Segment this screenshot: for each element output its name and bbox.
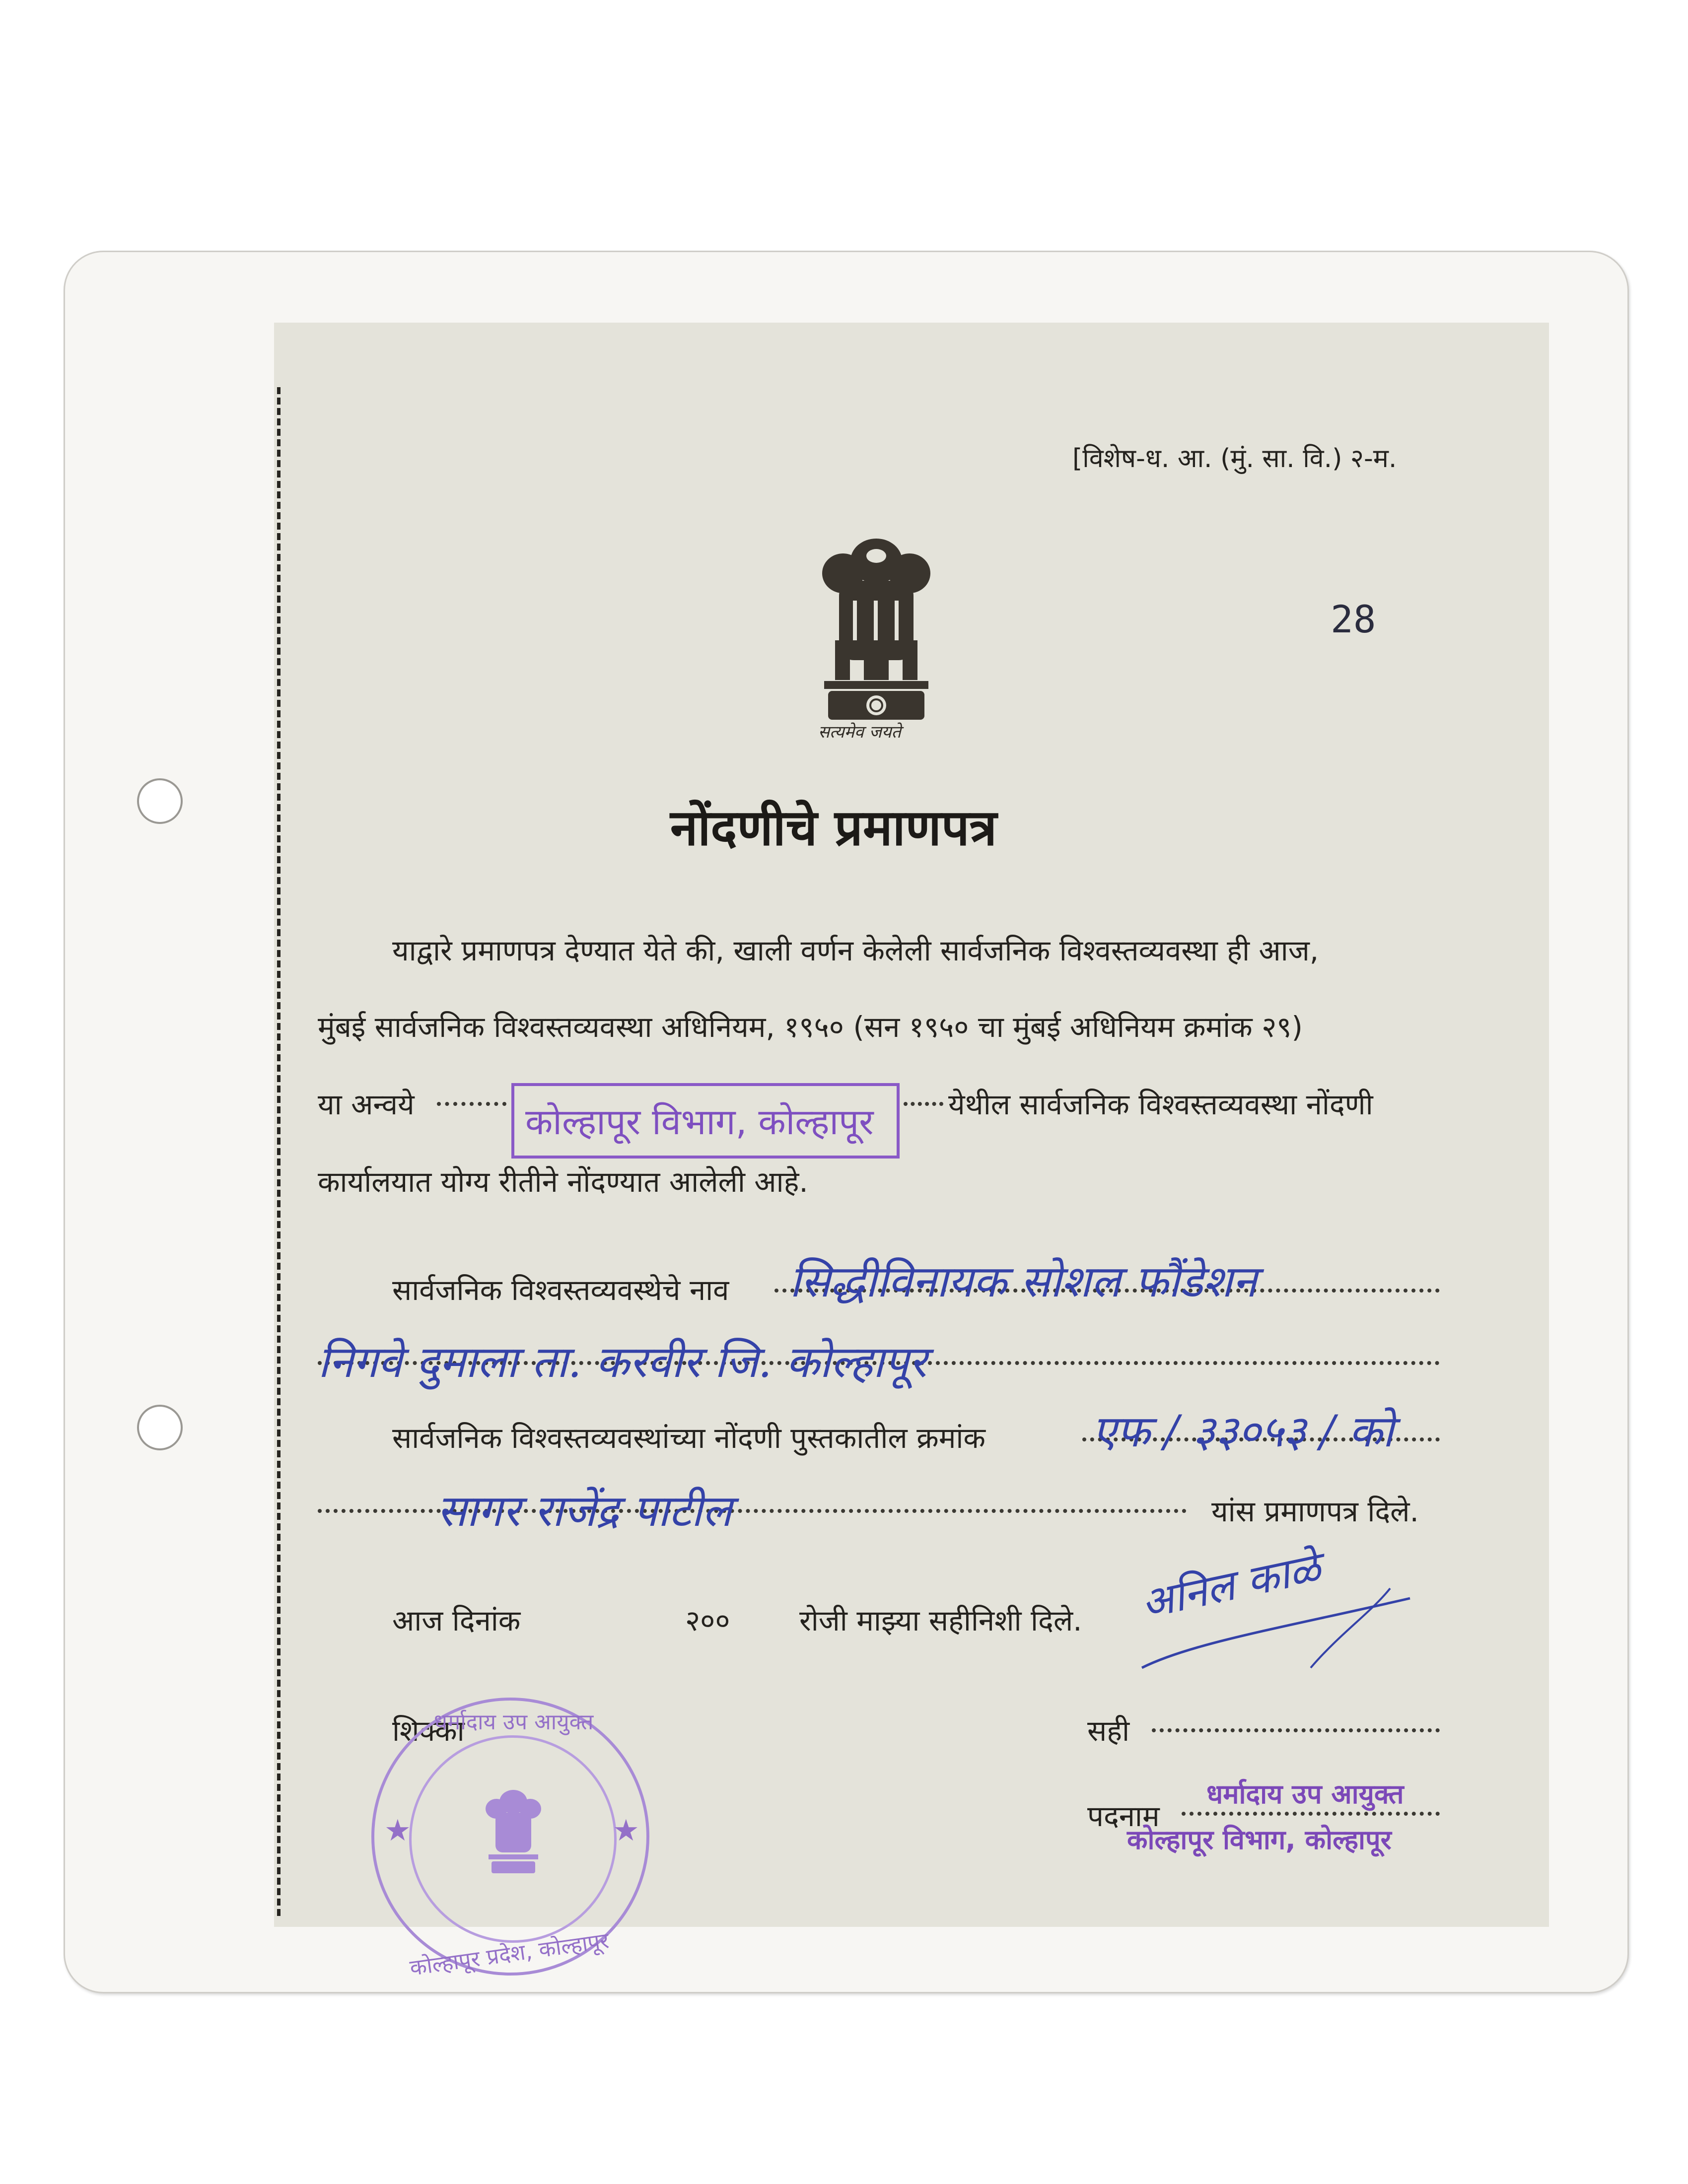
star-icon: ★ bbox=[384, 1813, 411, 1848]
dotted-line bbox=[904, 1102, 943, 1106]
signature-flourish bbox=[1132, 1569, 1430, 1698]
paragraph-line-2: मुंबई सार्वजनिक विश्वस्तव्यवस्था अधिनियम, १९५० (सन १९५० चा मुंबई अधिनियम क्रमांक २९) bbox=[318, 1010, 1303, 1044]
page-number: 28 bbox=[1331, 597, 1376, 641]
seal-label: शिक्का bbox=[392, 1714, 465, 1748]
round-seal bbox=[371, 1698, 649, 1981]
paragraph-line-4: कार्यालयात योग्य रीतीने नोंदण्यात आलेली आहे. bbox=[318, 1165, 808, 1199]
signature-handwritten: अनिल काळे bbox=[1136, 1542, 1325, 1628]
emblem-motto: सत्यमेव जयते bbox=[818, 722, 901, 742]
office-stamp bbox=[511, 1083, 900, 1159]
punch-hole-top bbox=[137, 778, 183, 824]
seal-top-text: धर्मादाय उप आयुक्त bbox=[434, 1709, 594, 1735]
paragraph-line-3-suffix: येथील सार्वजनिक विश्वस्तव्यवस्था नोंदणी bbox=[948, 1088, 1373, 1121]
designation-stamp-line-1: धर्मादाय उप आयुक्त bbox=[1206, 1778, 1404, 1810]
punch-hole-bottom bbox=[137, 1405, 183, 1450]
registration-label: सार्वजनिक विश्वस्तव्यवस्थांच्या नोंदणी पुस्तकातील क्रमांक bbox=[392, 1421, 985, 1455]
national-emblem bbox=[814, 526, 938, 740]
emblem-icon bbox=[814, 526, 938, 740]
applicant-name-handwritten: सागर राजेंद्र पाटील bbox=[437, 1485, 732, 1536]
date-suffix: रोजी माझ्या सहीनिशी दिले. bbox=[799, 1604, 1082, 1638]
perforation-line bbox=[277, 387, 281, 1916]
seal-bottom-text: कोल्हापूर प्रदेश, कोल्हापूर bbox=[408, 1928, 611, 1981]
dotted-line bbox=[437, 1102, 506, 1106]
registration-number-handwritten: एफ / ३३०५३ / को bbox=[1092, 1406, 1394, 1457]
seal-emblem-icon bbox=[484, 1785, 543, 1874]
registration-suffix: यांस प्रमाणपत्र दिले. bbox=[1211, 1495, 1419, 1528]
trust-address-handwritten: निगवे दुमाला ता. करवीर जि. कोल्हापूर bbox=[318, 1336, 927, 1387]
date-year: २०० bbox=[685, 1604, 730, 1638]
date-prefix: आज दिनांक bbox=[392, 1604, 521, 1638]
paragraph-line-1: याद्वारे प्रमाणपत्र देण्यात येते की, खाली वर्णन केलेली सार्वजनिक विश्वस्तव्यवस्था ही आज, bbox=[392, 934, 1319, 967]
trust-name-handwritten: सिद्धीविनायक सोशल फौंडेशन bbox=[789, 1256, 1257, 1307]
trust-name-label: सार्वजनिक विश्वस्तव्यवस्थेचे नाव bbox=[392, 1273, 729, 1307]
office-stamp-text: कोल्हापूर विभाग, कोल्हापूर bbox=[525, 1101, 874, 1143]
page-title: नोंदणीचे प्रमाणपत्र bbox=[670, 799, 997, 857]
signature-label: सही bbox=[1087, 1714, 1130, 1748]
designation-label: पदनाम bbox=[1087, 1799, 1160, 1833]
form-code: [विशेष-ध. आ. (मुं. सा. वि.) २-म. bbox=[1072, 444, 1397, 474]
paragraph-line-3-prefix: या अन्वये bbox=[318, 1088, 415, 1121]
dotted-line bbox=[1152, 1728, 1440, 1732]
dotted-line bbox=[1182, 1812, 1440, 1816]
designation-stamp-line-2: कोल्हापूर विभाग, कोल्हापूर bbox=[1127, 1824, 1392, 1855]
star-icon: ★ bbox=[613, 1813, 639, 1848]
